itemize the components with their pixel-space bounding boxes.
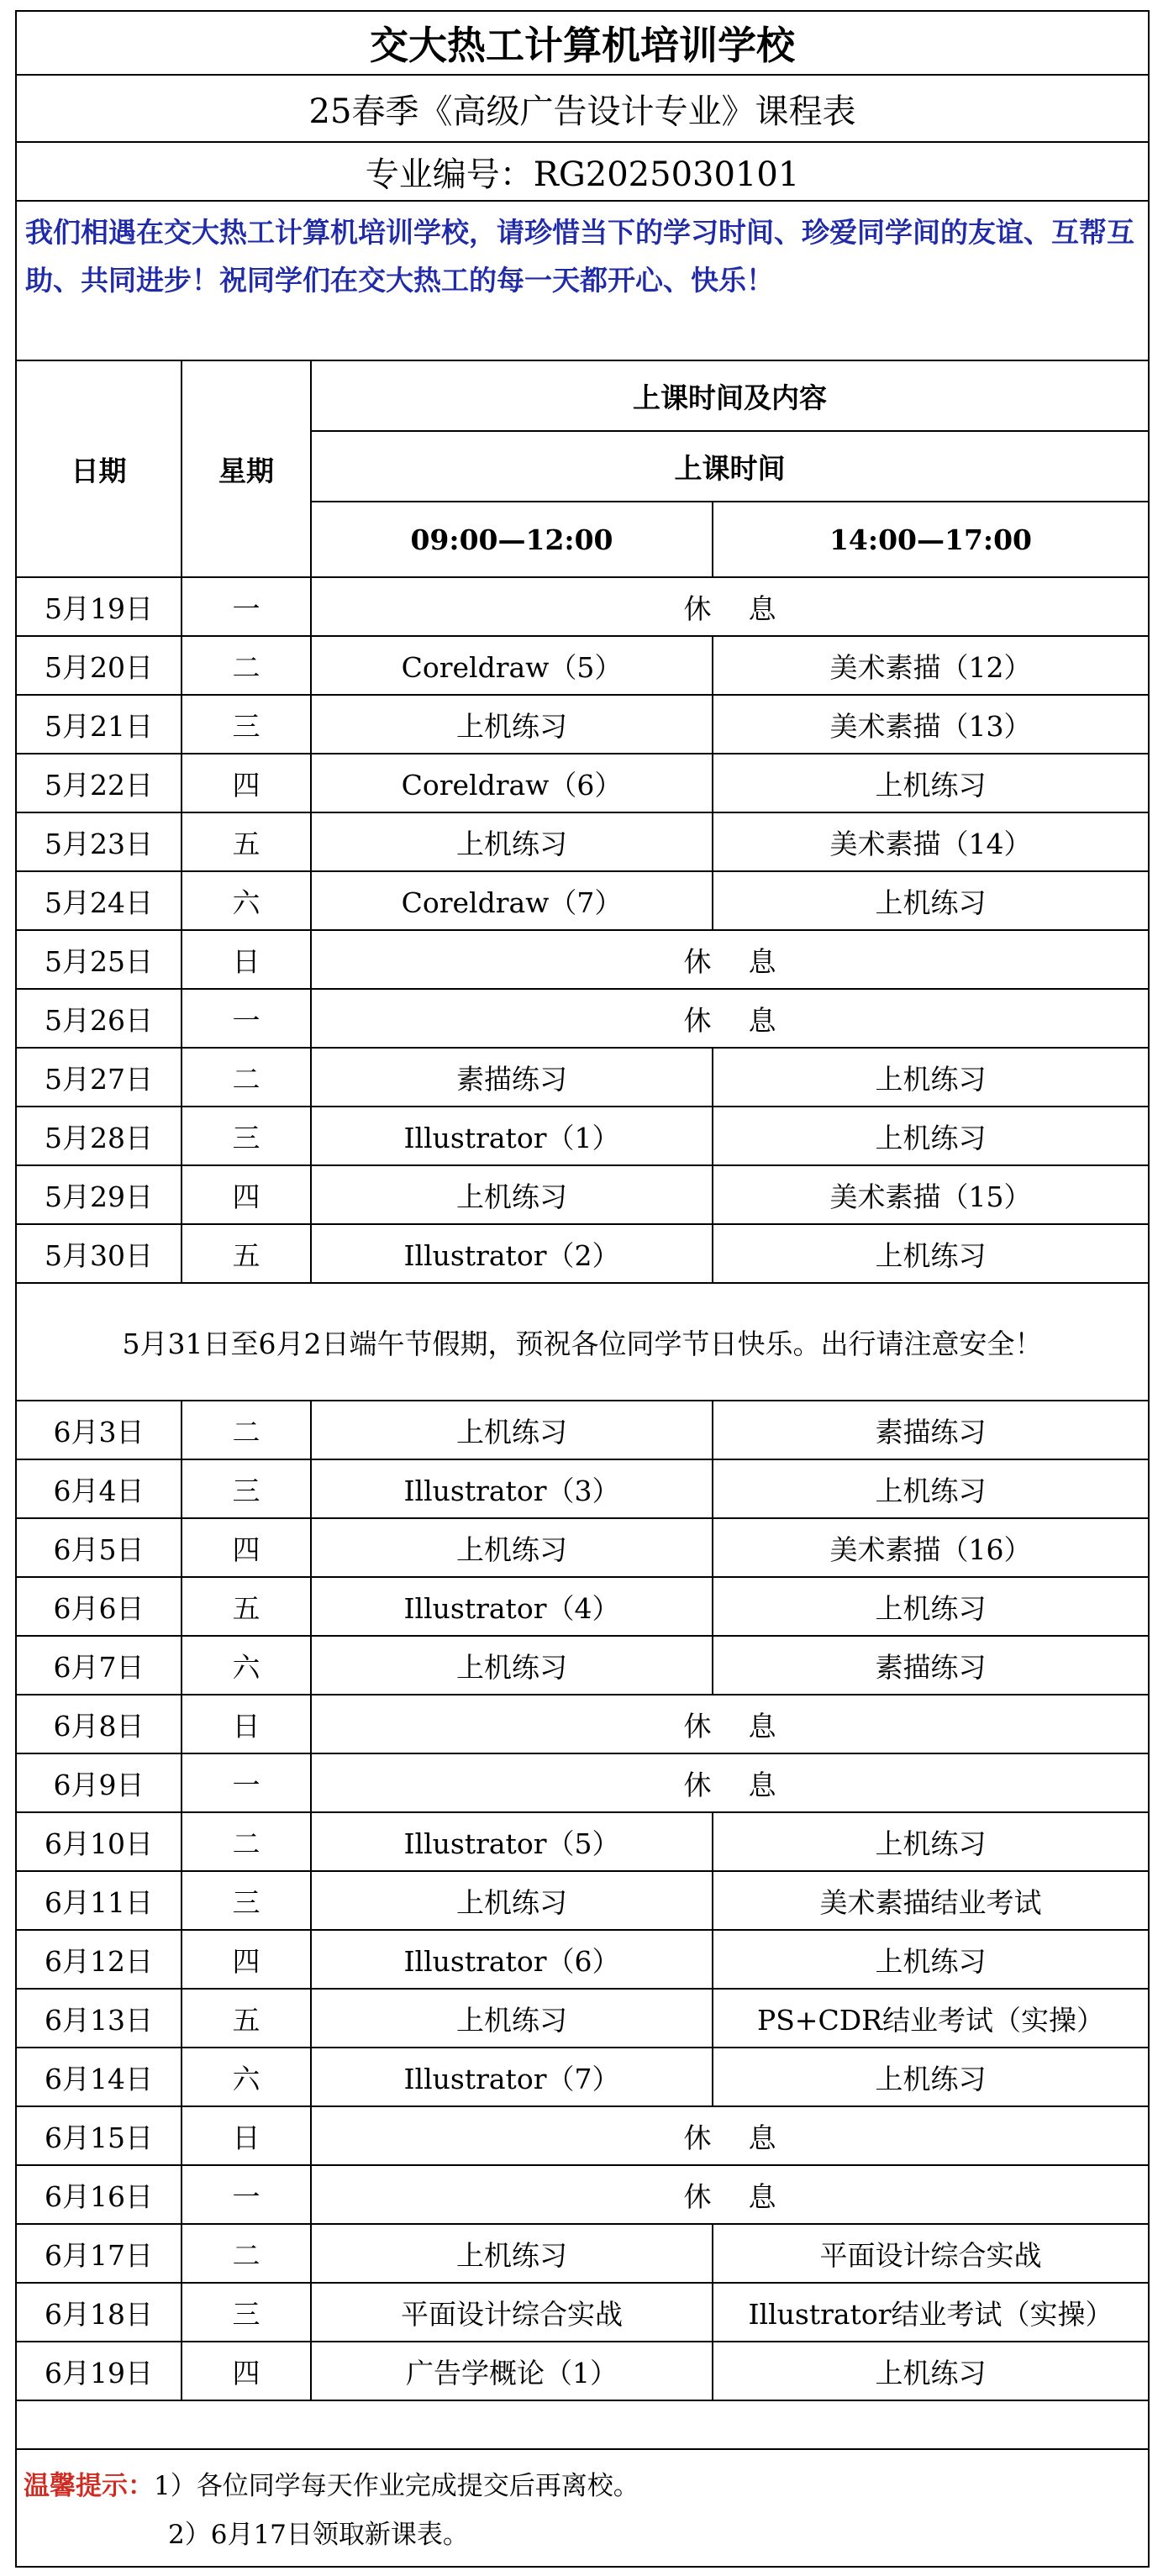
afternoon-cell: 上机练习 (713, 2342, 1148, 2400)
date-cell: 5月23日 (17, 812, 182, 871)
rest-cell (311, 2106, 1148, 2165)
rest-char-1: 休 (683, 2179, 712, 2213)
morning-cell: 上机练习 (311, 1871, 713, 1930)
morning-cell: Illustrator（3） (311, 1459, 713, 1518)
afternoon-cell: 上机练习 (713, 1224, 1148, 1283)
weekday-cell: 一 (182, 2165, 311, 2224)
program-code: 专业编号：RG2025030101 (17, 143, 1148, 202)
weekday-cell: 二 (182, 1401, 311, 1459)
table-row (17, 1695, 1148, 1753)
rest-cell (311, 989, 1148, 1048)
date-cell: 5月24日 (17, 871, 182, 930)
morning-cell: 平面设计综合实战 (311, 2283, 713, 2342)
weekday-cell: 三 (182, 2283, 311, 2342)
date-cell: 5月25日 (17, 930, 182, 989)
table-row (17, 577, 1148, 636)
schedule-table (17, 361, 1148, 2401)
table-row (17, 1401, 1148, 1459)
date-cell: 6月8日 (17, 1695, 182, 1753)
afternoon-cell: 上机练习 (713, 1107, 1148, 1165)
date-cell: 6月4日 (17, 1459, 182, 1518)
date-cell: 6月6日 (17, 1577, 182, 1636)
weekday-cell: 四 (182, 1165, 311, 1224)
afternoon-cell: 美术素描结业考试 (713, 1871, 1148, 1930)
morning-cell: Illustrator（7） (311, 2048, 713, 2106)
afternoon-cell: 美术素描（15） (713, 1165, 1148, 1224)
table-row (17, 1577, 1148, 1636)
table-row (17, 930, 1148, 989)
morning-cell: Coreldraw（6） (311, 754, 713, 812)
rest-cell (311, 2165, 1148, 2224)
date-cell: 6月3日 (17, 1401, 182, 1459)
afternoon-cell: 上机练习 (713, 871, 1148, 930)
date-cell: 6月5日 (17, 1518, 182, 1577)
date-cell: 6月14日 (17, 2048, 182, 2106)
course-title: 25春季《高级广告设计专业》课程表 (17, 76, 1148, 143)
weekday-cell: 六 (182, 871, 311, 930)
rest-char-1: 休 (683, 1768, 712, 1801)
weekday-cell: 四 (182, 754, 311, 812)
table-row (17, 1753, 1148, 1812)
rest-cell (311, 1695, 1148, 1753)
afternoon-cell: 美术素描（13） (713, 695, 1148, 754)
table-row (17, 1107, 1148, 1165)
rest-cell (311, 1753, 1148, 1812)
morning-cell: Coreldraw（5） (311, 636, 713, 695)
date-cell: 6月18日 (17, 2283, 182, 2342)
date-cell: 6月7日 (17, 1636, 182, 1695)
afternoon-cell: 美术素描（14） (713, 812, 1148, 871)
table-row (17, 871, 1148, 930)
table-row (17, 2342, 1148, 2400)
date-cell: 5月21日 (17, 695, 182, 754)
morning-cell: 上机练习 (311, 1636, 713, 1695)
morning-cell: 上机练习 (311, 812, 713, 871)
schedule-sheet (15, 10, 1150, 2450)
header-date: 日期 (17, 361, 182, 577)
weekday-cell: 三 (182, 1459, 311, 1518)
date-cell: 5月28日 (17, 1107, 182, 1165)
tips-label: 温馨提示： (24, 2471, 154, 2501)
date-cell: 5月30日 (17, 1224, 182, 1283)
date-cell: 6月15日 (17, 2106, 182, 2165)
weekday-cell: 六 (182, 2048, 311, 2106)
afternoon-cell: 上机练习 (713, 754, 1148, 812)
rest-char-2: 息 (748, 1709, 776, 1743)
weekday-cell: 五 (182, 1577, 311, 1636)
afternoon-cell: 素描练习 (713, 1636, 1148, 1695)
tip-2: 2）6月17日领取新课表。 (168, 2520, 469, 2550)
morning-cell: Illustrator（6） (311, 1930, 713, 1989)
weekday-cell: 日 (182, 930, 311, 989)
morning-cell: 上机练习 (311, 695, 713, 754)
morning-cell: 素描练习 (311, 1048, 713, 1107)
table-row (17, 2283, 1148, 2342)
weekday-cell: 一 (182, 577, 311, 636)
date-cell: 6月12日 (17, 1930, 182, 1989)
afternoon-cell: 上机练习 (713, 1812, 1148, 1871)
date-cell: 6月10日 (17, 1812, 182, 1871)
afternoon-cell: 美术素描（16） (713, 1518, 1148, 1577)
school-title: 交大热工计算机培训学校 (17, 12, 1148, 76)
table-row (17, 1812, 1148, 1871)
table-row (17, 1459, 1148, 1518)
rest-char-2: 息 (748, 2179, 776, 2213)
afternoon-cell: 素描练习 (713, 1401, 1148, 1459)
holiday-note: 5月31日至6月2日端午节假期，预祝各位同学节日快乐。出行请注意安全！ (17, 1283, 1148, 1401)
afternoon-cell: PS+CDR结业考试（实操） (713, 1989, 1148, 2048)
morning-cell: 上机练习 (311, 1518, 713, 1577)
weekday-cell: 二 (182, 1048, 311, 1107)
table-row (17, 1224, 1148, 1283)
table-row (17, 812, 1148, 871)
date-cell: 6月19日 (17, 2342, 182, 2400)
date-cell: 6月17日 (17, 2224, 182, 2283)
table-row (17, 1636, 1148, 1695)
afternoon-cell: 上机练习 (713, 2048, 1148, 2106)
rest-cell (311, 577, 1148, 636)
weekday-cell: 四 (182, 1518, 311, 1577)
afternoon-cell: 上机练习 (713, 1577, 1148, 1636)
table-row (17, 2106, 1148, 2165)
table-row (17, 1989, 1148, 2048)
date-cell: 6月11日 (17, 1871, 182, 1930)
morning-cell: 上机练习 (311, 2224, 713, 2283)
weekday-cell: 三 (182, 1107, 311, 1165)
rest-char-2: 息 (748, 944, 776, 978)
table-row (17, 695, 1148, 754)
date-cell: 5月22日 (17, 754, 182, 812)
weekday-cell: 六 (182, 1636, 311, 1695)
morning-cell: Illustrator（5） (311, 1812, 713, 1871)
weekday-cell: 五 (182, 812, 311, 871)
rest-char-1: 休 (683, 944, 712, 978)
rest-char-1: 休 (683, 2121, 712, 2154)
rest-char-1: 休 (683, 1003, 712, 1037)
holiday-row (17, 1283, 1148, 1401)
morning-cell: Illustrator（2） (311, 1224, 713, 1283)
afternoon-cell: Illustrator结业考试（实操） (713, 2283, 1148, 2342)
morning-cell: 上机练习 (311, 1165, 713, 1224)
table-row (17, 1930, 1148, 1989)
afternoon-cell: 上机练习 (713, 1459, 1148, 1518)
morning-cell: Illustrator（4） (311, 1577, 713, 1636)
weekday-cell: 二 (182, 2224, 311, 2283)
afternoon-cell: 美术素描（12） (713, 636, 1148, 695)
date-cell: 5月20日 (17, 636, 182, 695)
date-cell: 5月26日 (17, 989, 182, 1048)
weekday-cell: 一 (182, 1753, 311, 1812)
afternoon-cell: 上机练习 (713, 1048, 1148, 1107)
tips-box (15, 2450, 1150, 2568)
table-row (17, 2165, 1148, 2224)
weekday-cell: 四 (182, 2342, 311, 2400)
weekday-cell: 五 (182, 1224, 311, 1283)
table-row (17, 1165, 1148, 1224)
date-cell: 6月13日 (17, 1989, 182, 2048)
rest-char-1: 休 (683, 1709, 712, 1743)
table-row (17, 2224, 1148, 2283)
header-weekday: 星期 (182, 361, 311, 577)
afternoon-cell: 平面设计综合实战 (713, 2224, 1148, 2283)
morning-cell: 上机练习 (311, 1989, 713, 2048)
header-morning: 09:00—12:00 (311, 502, 713, 577)
weekday-cell: 三 (182, 1871, 311, 1930)
date-cell: 5月29日 (17, 1165, 182, 1224)
header-time-title: 上课时间 (311, 431, 1148, 502)
table-row (17, 754, 1148, 812)
date-cell: 6月16日 (17, 2165, 182, 2224)
weekday-cell: 一 (182, 989, 311, 1048)
table-row (17, 989, 1148, 1048)
header-afternoon: 14:00—17:00 (713, 502, 1148, 577)
weekday-cell: 二 (182, 636, 311, 695)
rest-char-1: 休 (683, 591, 712, 625)
date-cell: 5月19日 (17, 577, 182, 636)
table-row (17, 1048, 1148, 1107)
table-row (17, 1518, 1148, 1577)
table-row (17, 2048, 1148, 2106)
rest-char-2: 息 (748, 591, 776, 625)
weekday-cell: 三 (182, 695, 311, 754)
rest-char-2: 息 (748, 1768, 776, 1801)
morning-cell: 广告学概论（1） (311, 2342, 713, 2400)
rest-char-2: 息 (748, 2121, 776, 2154)
weekday-cell: 五 (182, 1989, 311, 2048)
tip-1: 1）各位同学每天作业完成提交后再离校。 (154, 2471, 639, 2501)
date-cell: 5月27日 (17, 1048, 182, 1107)
morning-cell: 上机练习 (311, 1401, 713, 1459)
weekday-cell: 日 (182, 2106, 311, 2165)
morning-cell: Illustrator（1） (311, 1107, 713, 1165)
afternoon-cell: 上机练习 (713, 1930, 1148, 1989)
table-row (17, 636, 1148, 695)
rest-cell (311, 930, 1148, 989)
weekday-cell: 二 (182, 1812, 311, 1871)
date-cell: 6月9日 (17, 1753, 182, 1812)
weekday-cell: 日 (182, 1695, 311, 1753)
header-content-title: 上课时间及内容 (311, 361, 1148, 431)
intro-message: 我们相遇在交大热工计算机培训学校，请珍惜当下的学习时间、珍爱同学间的友谊、互帮互助、共同进步！祝同学们在交大热工的每一天都开心、快乐！ (17, 202, 1148, 361)
morning-cell: Coreldraw（7） (311, 871, 713, 930)
weekday-cell: 四 (182, 1930, 311, 1989)
table-row (17, 1871, 1148, 1930)
rest-char-2: 息 (748, 1003, 776, 1037)
